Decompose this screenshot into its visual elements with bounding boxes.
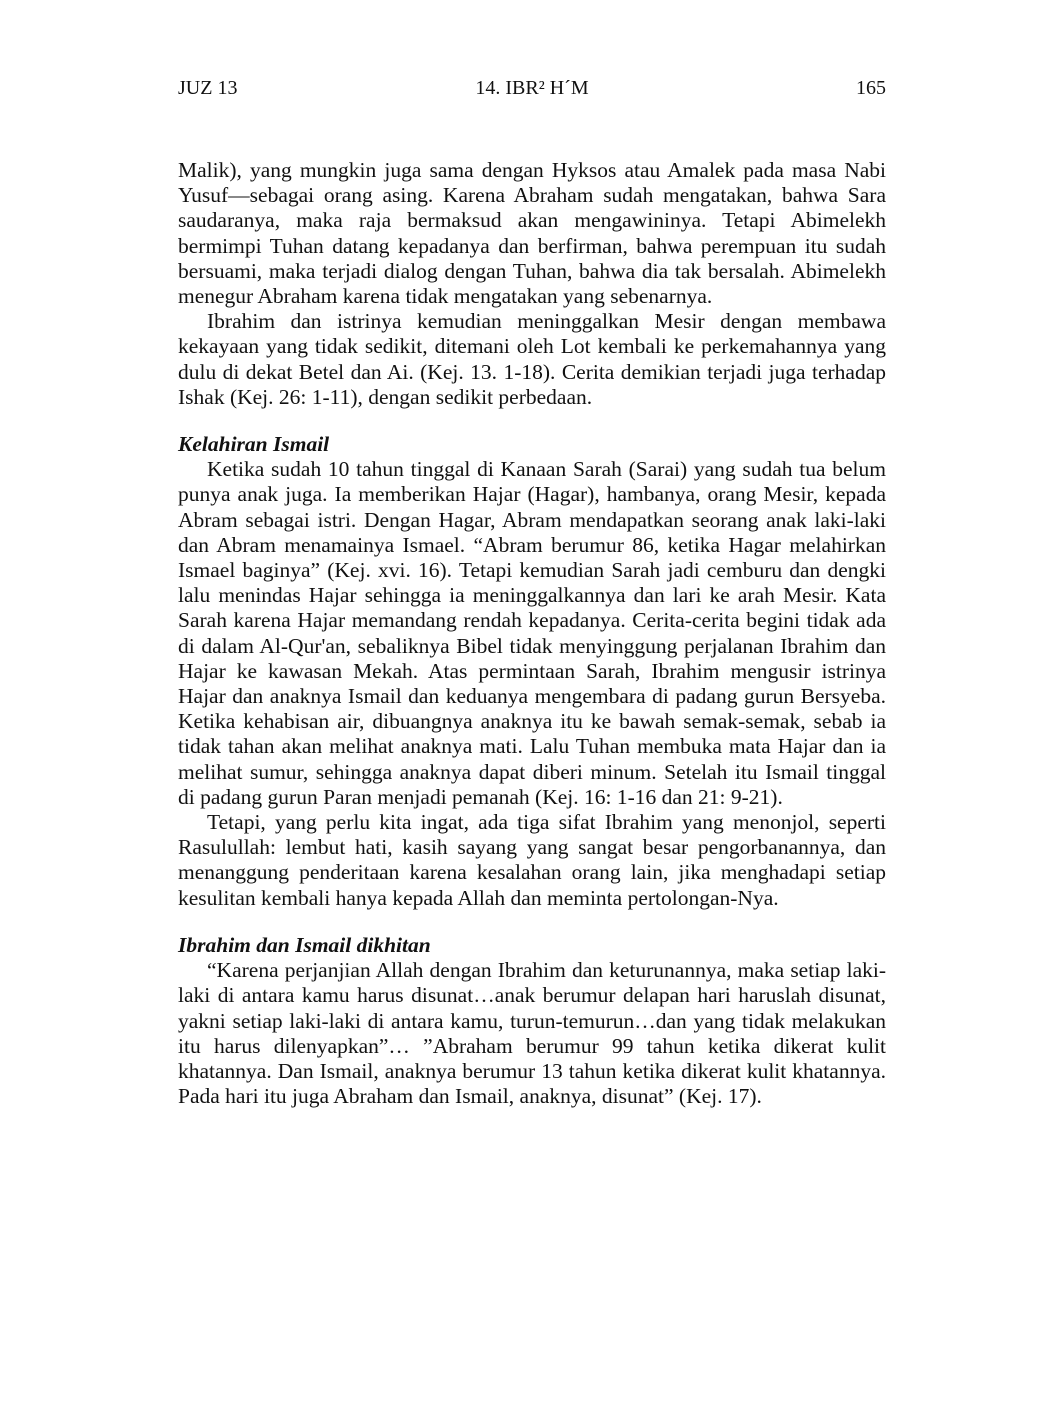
page-number: 165 — [856, 77, 886, 99]
paragraph: Ibrahim dan istrinya kemudian meninggalkan Mesir dengan membawa kekayaan yang tidak sedikit, ditemani oleh Lot kembali ke perkemahannya yang dulu di dekat Betel dan Ai. (Kej. 13. 1-18). Cerita demikian terjadi juga terhadap Ishak (Kej. 26: 1-11), dengan sedikit perbedaan. — [178, 309, 886, 409]
running-header — [178, 76, 886, 100]
body-text — [178, 158, 886, 1109]
book-page — [178, 76, 886, 1109]
header-chapter-title: 14. IBR² H´M — [475, 77, 589, 99]
header-juz: JUZ 13 — [178, 77, 238, 99]
section-heading-kelahiran-ismail: Kelahiran Ismail — [178, 432, 330, 457]
paragraph: Malik), yang mungkin juga sama dengan Hyksos atau Amalek pada masa Nabi Yusuf—sebagai orang asing. Karena Abraham sudah mengatakan, bahwa Sara saudaranya, maka raja bermaksud akan mengawininya. Tetapi Abimelekh bermimpi Tuhan datang kepadanya dan berfirman, bahwa perempuan itu sudah bersuami, maka terjadi dialog dengan Tuhan, bahwa dia tak bersalah. Abimelekh menegur Abraham karena tidak mengatakan yang sebenarnya. — [178, 158, 886, 309]
paragraph: Tetapi, yang perlu kita ingat, ada tiga sifat Ibrahim yang menonjol, seperti Rasulullah: lembut hati, kasih sayang yang sangat besar pengorbanannya, dan menanggung penderitaan karena kesalahan orang lain, jika menghadapi setiap kesulitan kembali hanya kepada Allah dan meminta pertolongan-Nya. — [178, 810, 886, 910]
paragraph: “Karena perjanjian Allah dengan Ibrahim dan keturunannya, maka setiap laki-laki di antara kamu harus disunat…anak berumur delapan hari haruslah disunat, yakni setiap laki-laki di antara kamu, turun-temurun…dan yang tidak melakukan itu harus dilenyapkan”… ”Abraham berumur 99 tahun ketika dikerat kulit khatannya. Dan Ismail, anaknya berumur 13 tahun ketika dikerat kulit khatannya. Pada hari itu juga Abraham dan Ismail, anaknya, disunat” (Kej. 17). — [178, 958, 886, 1109]
paragraph: Ketika sudah 10 tahun tinggal di Kanaan Sarah (Sarai) yang sudah tua belum punya anak juga. Ia memberikan Hajar (Hagar), hambanya, orang Mesir, kepada Abram sebagai istri. Dengan Hagar, Abram mendapatkan seorang anak laki-laki dan Abram menamainya Ismael. “Abram berumur 86, ketika Hagar melahirkan Ismael baginya” (Kej. xvi. 16). Tetapi kemudian Sarah jadi cemburu dan dengki lalu menindas Hajar sehingga ia meninggalkannya dan lari ke arah Mesir. Kata Sarah karena Hajar memandang rendah kepadanya. Cerita-cerita begini tidak ada di dalam Al-Qur'an, sebaliknya Bibel tidak menyinggung perjalanan Ibrahim dan Hajar ke kawasan Mekah. Atas permintaan Sarah, Ibrahim mengusir istrinya Hajar dan anaknya Ismail dan keduanya mengembara di padang gurun Bersyeba. Ketika kehabisan air, dibuangnya anaknya itu ke bawah semak-semak, sebab ia tidak tahan akan melihat anaknya mati. Lalu Tuhan membuka mata Hajar dan ia melihat sumur, sehingga anaknya dapat diberi minum. Setelah itu Ismail tinggal di padang gurun Paran menjadi pemanah (Kej. 16: 1-16 dan 21: 9-21). — [178, 457, 886, 809]
section-heading-ibrahim-dan-ismail-dikhitan: Ibrahim dan Ismail dikhitan — [178, 932, 431, 957]
